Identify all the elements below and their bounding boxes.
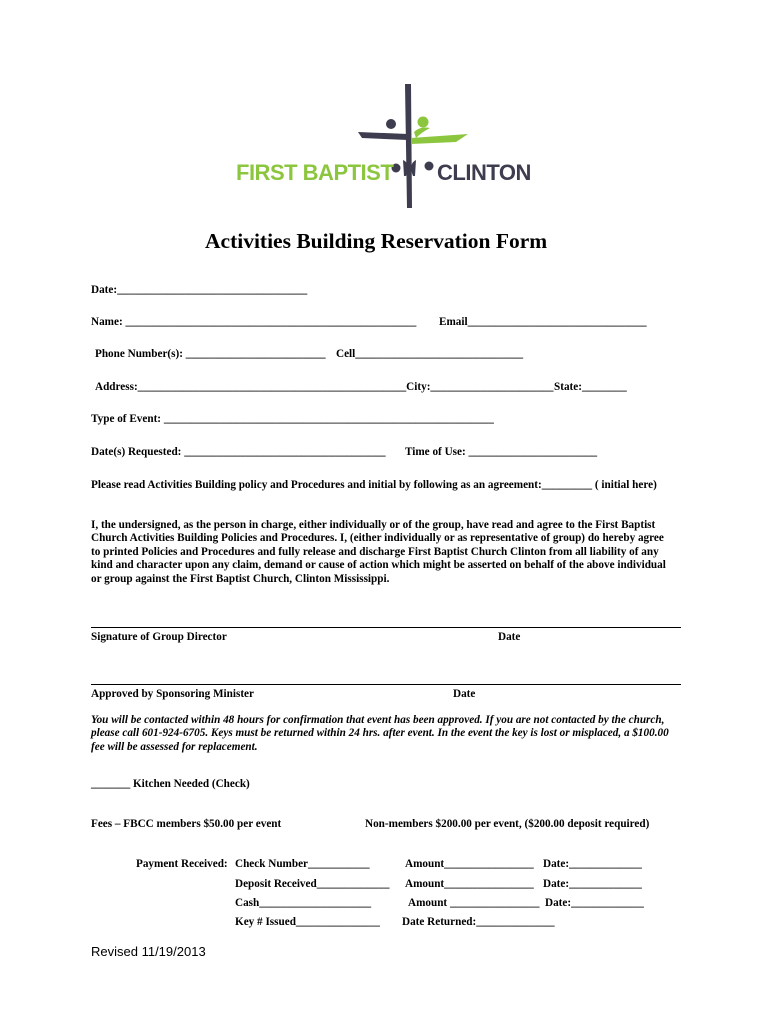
signature-date-label: Date [498, 631, 521, 643]
non-member-fee-text: Non-members $200.00 per event, ($200.00 deposit required) [365, 818, 650, 830]
phone-field[interactable]: Phone Number(s): _________________________ [95, 348, 326, 360]
dates-requested-field[interactable]: Date(s) Requested: ____________________________________ [91, 446, 386, 458]
cash-field[interactable]: Cash____________________ [235, 897, 372, 909]
approval-line[interactable] [91, 684, 681, 685]
time-of-use-field[interactable]: Time of Use: _______________________ [405, 446, 598, 458]
signature-line[interactable] [91, 627, 681, 628]
check-amount-field[interactable]: Amount________________ [405, 858, 534, 870]
agreement-line: kind and character upon any claim, demand or cause of action which might be asserted on behalf of the above individual [91, 559, 666, 572]
name-field[interactable]: Name: ____________________________________________________ [91, 316, 417, 328]
cross-figures-icon [350, 80, 480, 212]
agreement-paragraph [91, 519, 691, 586]
revision-date: Revised 11/19/2013 [91, 944, 206, 959]
check-date-field[interactable]: Date:_____________ [543, 858, 642, 870]
signature-label: Signature of Group Director [91, 631, 227, 643]
agreement-line: Church Activities Building Policies and Procedures. I, (either individually or as representative of group) do hereby agree [91, 532, 664, 545]
email-field[interactable]: Email________________________________ [439, 316, 647, 328]
notice-line: please call 601-924-6705. Keys must be returned within 24 hrs. after event. In the event the key is lost or misplaced, a $100.00 [91, 727, 669, 740]
agreement-line: I, the undersigned, as the person in charge, either individually or of the group, have read and agree to the First Baptist [91, 519, 656, 531]
date-returned-field[interactable]: Date Returned:______________ [402, 916, 555, 928]
check-number-field[interactable]: Check Number___________ [235, 858, 370, 870]
agreement-line: to printed Policies and Procedures and fully release and discharge First Baptist Church Clinton from all liability of any [91, 545, 659, 558]
notice-line: You will be contacted within 48 hours for confirmation that event has been approved. If you are not contacted by the church, [91, 714, 665, 726]
agreement-line: or group against the First Baptist Church, Clinton Mississippi. [91, 572, 390, 585]
approval-label: Approved by Sponsoring Minister [91, 688, 254, 700]
event-type-field[interactable]: Type of Event: ___________________________________________________________ [91, 413, 494, 425]
deposit-amount-field[interactable]: Amount________________ [405, 878, 534, 890]
date-field[interactable]: Date:__________________________________ [91, 284, 308, 296]
policy-initial-field[interactable]: Please read Activities Building policy and Procedures and initial by following as an agreement:_________ ( initial here) [91, 479, 657, 491]
form-title: Activities Building Reservation Form [205, 229, 548, 253]
notice-line: fee will be assessed for replacement. [91, 740, 258, 753]
logo-right-text: CLINTON [437, 160, 531, 185]
kitchen-check-field[interactable]: _______ Kitchen Needed (Check) [91, 778, 250, 790]
deposit-date-field[interactable]: Date:_____________ [543, 878, 642, 890]
deposit-received-field[interactable]: Deposit Received_____________ [235, 878, 390, 890]
address-city-field[interactable]: Address:________________________________________________City:______________________ [95, 381, 554, 393]
cash-date-field[interactable]: Date:_____________ [545, 897, 644, 909]
key-issued-field[interactable]: Key # Issued_______________ [235, 916, 380, 928]
state-field[interactable]: State:________ [554, 381, 627, 393]
logo-left-text: FIRST BAPTIST [236, 160, 394, 185]
cell-field[interactable]: Cell______________________________ [336, 348, 524, 360]
contact-notice [91, 714, 691, 754]
approval-date-label: Date [453, 688, 476, 700]
member-fee-text: Fees – FBCC members $50.00 per event [91, 818, 282, 830]
cash-amount-field[interactable]: Amount ________________ [408, 897, 540, 909]
payment-received-label: Payment Received: [136, 858, 228, 870]
